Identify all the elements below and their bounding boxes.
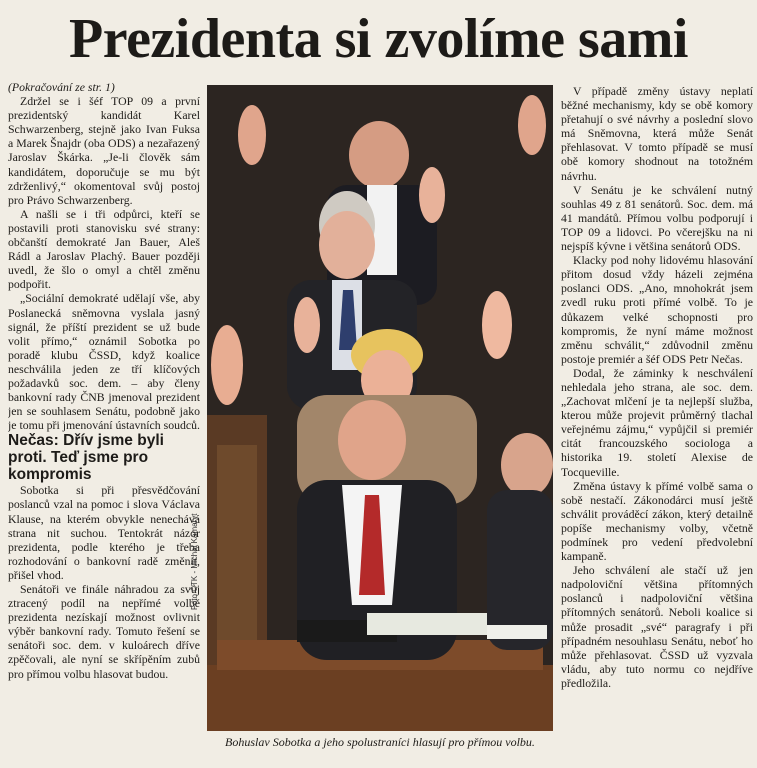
paragraph: Dodal, že záminky k neschválení nehledala jeho strana, ale soc. dem. „Zachovat mlčení je ta nejlepší služba, kterou může projevit průměrný tlachal veřejnému zájmu,“ vypůjčil si premiér citát francouzského sociologa a historika 19. století Alexise de Tocqueville. [561, 365, 753, 479]
continuation-note: (Pokračování ze str. 1) [8, 80, 115, 94]
paragraph: V Senátu je ke schválení nutný souhlas 49 z 81 senátorů. Soc. dem. má 41 mandátů. Přímou volbu podporují i TOP 09 a lidovci. Po včerejšku na ni nejspíš kývne i většina senátorů ODS. [561, 182, 753, 254]
paragraph: Změna ústavy k přímé volbě sama o sobě nestačí. Zákonodárci musí ještě schválit prováděcí zákon, který detailně popíše mechanismy volby, včetně podmínek pro vedení předvolební kampaně. [561, 478, 753, 564]
paragraph: „Sociální demokraté udělají vše, aby Poslanecká sněmovna vyslala jasný signál, že příští prezident se už bude volit přímo,“ oznámil Sobotka po poradě klubu ČSSD, když koalice neschválila jeden ze tří klíčových požadavků soc. dem. – aby členy bankovní rady ČNB jmenoval prezident jen se souhlasem Senátu, podobně jako je tomu při jmenování ústavních soudců. [8, 291, 200, 433]
paragraph: Klacky pod nohy lidovému hlasování přitom dosud vždy házeli zejména poslanci ODS. „Ano, mnohokrát jsem zvedl ruku proti přímé volbě. To je důkazem velké schopnosti pro kompromis, že nyní máme možnost změnu schválit,“ zdůvodnil změnu postoje premiér a šéf ODS Petr Nečas. [561, 253, 753, 366]
photo-credit: Foto ČTK - Michal Kamaryt [190, 513, 199, 610]
news-photo [207, 85, 553, 731]
article-column-left [8, 80, 200, 764]
parliament-voting-illustration [207, 85, 553, 731]
subheading: Nečas: Dřív jsme byli proti. Teď jsme pro kompromis [8, 432, 164, 484]
article-column-right [561, 84, 753, 764]
paragraph: A našli se i tři odpůrci, kteří se postavili proti stanovisku své strany: občanští demokraté Jan Bauer, Aleš Rádl a Jaroslav Plachý. Bauer později uvedl, že šlo o omyl a chtěl změnu podpořit. [8, 206, 200, 292]
paragraph: Zdržel se i šéf TOP 09 a první prezidentský kandidát Karel Schwarzenberg, stejně jako Ivan Fuksa a Marek Šnajdr (oba ODS) a nezařazený Jaroslav Škárka. „Je-li člověk sám kandidátem, doporučuje se mu být zdrženlivý,“ okomentoval svůj postoj pro Právo Schwarzenberg. [8, 94, 200, 207]
paragraph: Senátoři ve finále náhradou za svůj ztracený podíl na nepřímé volbě prezidenta nezískají možnost ovlivnit výběr bankovní rady. Tomuto řešení se senátoři soc. dem. v kuloárech dříve zpěčovali, ale nyní se skřípěním zubů pro přímou volbu hlasovat budou. [8, 582, 200, 681]
photo-caption: Bohuslav Sobotka a jeho spolustraníci hlasují pro přímou volbu. [225, 735, 535, 749]
headline: Prezidenta si zvolíme sami [69, 8, 688, 70]
paragraph: Sobotka si při přesvědčování poslanců vzal na pomoc i slova Václava Klause, na kterém obvykle nenechává strana nit suchou. Tentokrát názor prezidenta, podle kterého je třeba rozhodování o bankovní radě změnit, přišel vhod. [8, 483, 200, 582]
paragraph: Jeho schválení ale stačí už jen nadpoloviční většina přítomných poslanců i nadpoloviční většina přítomných senátorů. Neboli koalice si může prosadit „své“ paragrafy i při případném nesouhlasu Senátu, neboť ho může přehlasovat. ČSSD už vyzvala vládu, aby tuto normu co nejdříve předložila. [561, 563, 753, 690]
paragraph: V případě změny ústavy neplatí běžné mechanismy, kdy se obě komory přetahují o své návrhy a poslední slovo má Sněmovna, která může Senát přehlasovat. V tomto případě se musí obě komory shodnout na totožném návrhu. [561, 84, 753, 183]
